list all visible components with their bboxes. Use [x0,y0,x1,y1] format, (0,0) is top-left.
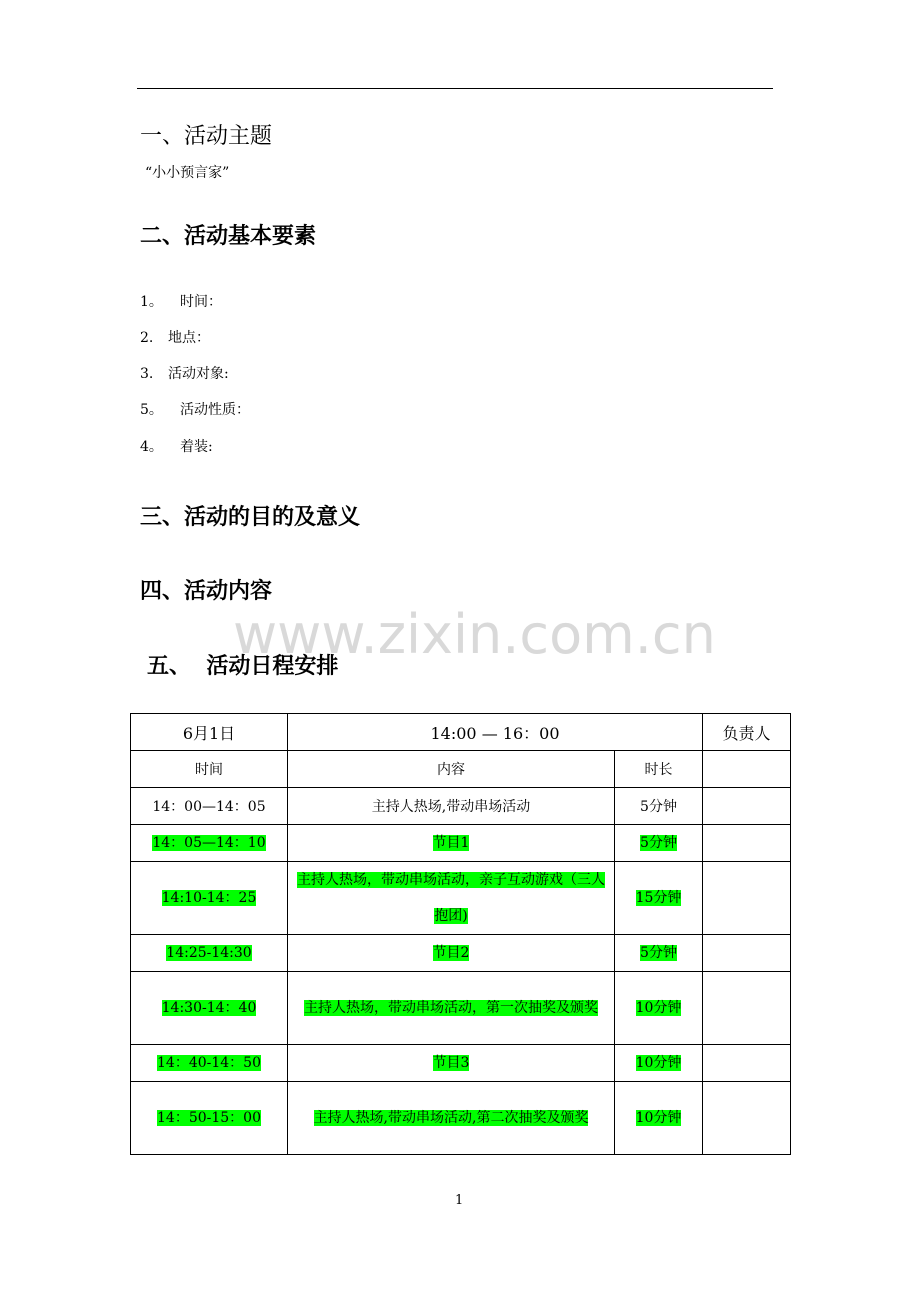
theme-text: “小小预言家” [145,165,230,181]
row-time: 14:30-14：40 [161,1000,257,1016]
row-content: 主持人热场,带动串场活动,第二次抽奖及颁奖 [313,1110,589,1126]
item-number: 4。 [140,439,163,455]
owner-cell [703,1082,791,1155]
row-time: 14：40-14：50 [157,1055,261,1071]
item-number: 3. [140,366,154,382]
watermark: www.zixin.com.cn [233,603,716,666]
element-item [140,440,213,454]
row-duration: 10分钟 [635,1110,682,1126]
row-time: 14：00—14：05 [152,799,266,815]
row-time: 14：05—14：10 [152,835,266,851]
table-row [131,1045,791,1082]
owner-cell [703,862,791,935]
section-heading-schedule: 五、 活动日程安排 [147,654,339,679]
row-content: 节目1 [432,835,470,851]
row-duration: 10分钟 [635,1000,682,1016]
table-row [131,972,791,1045]
table-header-row [131,714,791,751]
owner-header-cell: 负责人 [703,714,791,751]
row-time: 14：50-15：00 [157,1110,261,1126]
owner-cell [703,972,791,1045]
item-number: 1。 [140,294,163,310]
item-label: 地点： [168,330,210,346]
owner-cell [703,935,791,972]
owner-cell [703,1045,791,1082]
owner-cell [703,751,791,788]
row-duration: 5分钟 [640,945,677,961]
item-label: 活动性质： [180,402,250,418]
item-label: 活动对象: [168,366,229,382]
table-row [131,862,791,935]
table-row [131,788,791,825]
header-rule [137,88,773,89]
schedule-table [130,713,791,1155]
table-row [131,1082,791,1155]
row-duration: 5分钟 [640,799,677,815]
section-heading-theme: 一、活动主题 [140,124,273,149]
section-heading-content: 四、活动内容 [140,579,273,604]
element-item [140,295,222,309]
col-header-time: 时间 [131,751,288,788]
row-duration: 15分钟 [635,890,682,906]
item-label: 着装: [180,439,213,455]
element-item [140,331,210,345]
section-heading-elements: 二、活动基本要素 [140,224,317,249]
col-header-duration: 时长 [615,751,703,788]
item-label: 时间： [180,294,222,310]
row-content: 主持人热场,带动串场活动 [371,799,531,815]
date-cell: 6月1日 [131,714,288,751]
item-number: 2. [140,330,154,346]
row-time: 14:10-14：25 [161,890,257,906]
item-number: 5。 [140,402,163,418]
section-heading-purpose: 三、活动的目的及意义 [140,505,361,530]
col-header-content: 内容 [288,751,615,788]
owner-cell [703,788,791,825]
row-content: 主持人热场，带动串场活动，亲子互动游戏（三人抱团) [297,872,605,924]
row-time: 14:25-14:30 [166,945,252,961]
table-row [131,935,791,972]
row-duration: 10分钟 [635,1055,682,1071]
table-row [131,825,791,862]
row-content: 主持人热场，带动串场活动，第一次抽奖及颁奖 [304,1000,598,1016]
row-content: 节目2 [432,945,470,961]
page-number: 1 [455,1193,464,1208]
row-content: 节目3 [432,1055,470,1071]
time-range-cell: 14:00 — 16：00 [288,714,703,751]
element-item [140,367,229,381]
owner-cell [703,825,791,862]
row-duration: 5分钟 [640,835,677,851]
element-item [140,403,250,417]
column-header-row [131,751,791,788]
